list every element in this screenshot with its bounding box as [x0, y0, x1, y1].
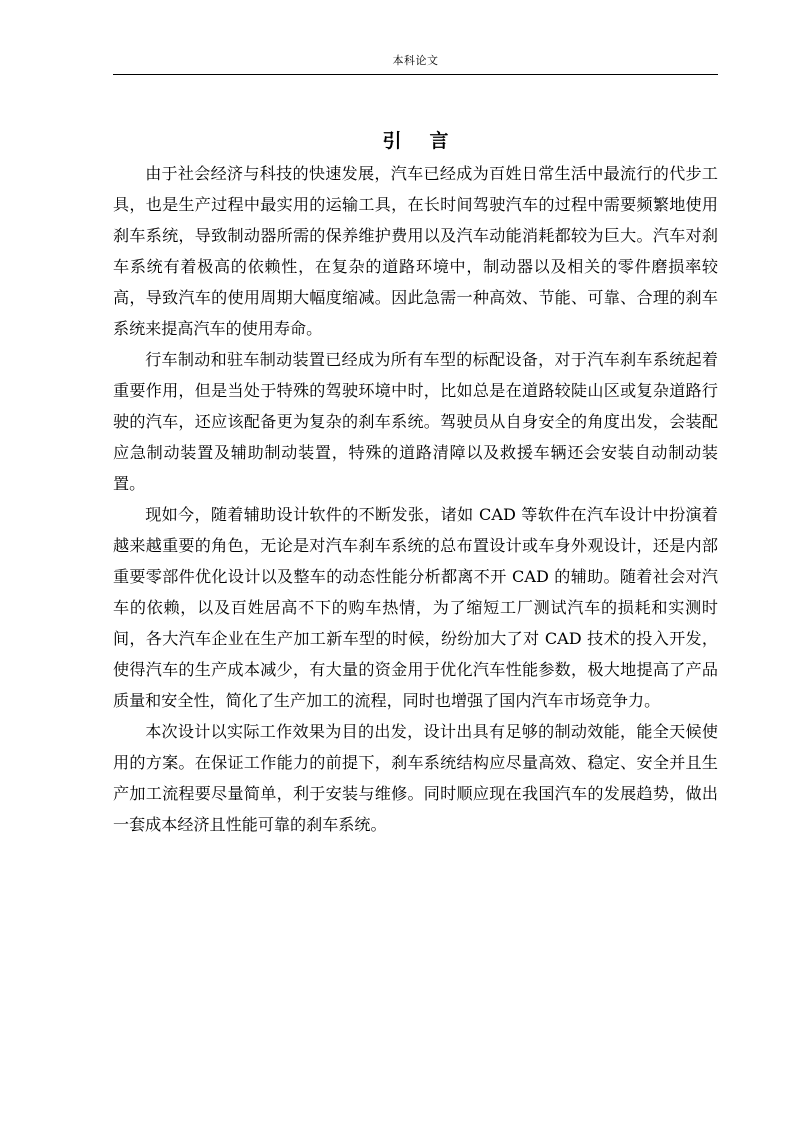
body-paragraph-2: 行车制动和驻车制动装置已经成为所有车型的标配设备，对于汽车刹车系统起着重要作用，但是当处于特殊的驾驶环境中时，比如总是在道路较陡山区或复杂道路行驶的汽车，还应该配备更为复杂的刹车系统。驾驶员从自身安全的角度出发，会装配应急制动装置及辅助制动装置，特殊的道路清障以及救援车辆还会安装自动制动装置。 — [113, 350, 718, 493]
body-paragraph-4: 本次设计以实际工作效果为目的出发，设计出具有足够的制动效能，能全天候使用的方案。在保证工作能力的前提下，刹车系统结构应尽量高效、稳定、安全并且生产加工流程要尽量简单，利于安装与维修。同时顺应现在我国汽车的发展趋势，做出一套成本经济且性能可靠的刹车系统。 — [113, 722, 718, 834]
section-title: 引言 — [382, 130, 477, 152]
body-paragraph-1: 由于社会经济与科技的快速发展，汽车已经成为百姓日常生活中最流行的代步工具，也是生产过程中最实用的运输工具，在长时间驾驶汽车的过程中需要频繁地使用刹车系统，导致制动器所需的保养维护费用以及汽车动能消耗都较为巨大。汽车对刹车系统有着极高的依赖性，在复杂的道路环境中，制动器以及相关的零件磨损率较高，导致汽车的使用周期大幅度缩减。因此急需一种高效、节能、可靠、合理的刹车系统来提高汽车的使用寿命。 — [113, 164, 718, 338]
running-header — [113, 52, 718, 75]
page-body — [113, 124, 718, 840]
running-header-title: 本科论文 — [392, 54, 439, 67]
body-paragraph-3: 现如今，随着辅助设计软件的不断发张，诸如 CAD 等软件在汽车设计中扮演着越来越重要的角色，无论是对汽车刹车系统的总布置设计或车身外观设计，还是内部重要零部件优化设计以及整车的动态性能分析都离不开 CAD 的辅助。随着社会对汽车的依赖，以及百姓居高不下的购车热情，为了缩短工厂测试汽车的损耗和实测时间，各大汽车企业在生产加工新车型的时候，纷纷加大了对 CAD 技术的投入开发，使得汽车的生产成本减少，有大量的资金用于优化汽车性能参数，极大地提高了产品质量和安全性，简化了生产加工的流程，同时也增强了国内汽车市场竞争力。 — [113, 505, 718, 710]
